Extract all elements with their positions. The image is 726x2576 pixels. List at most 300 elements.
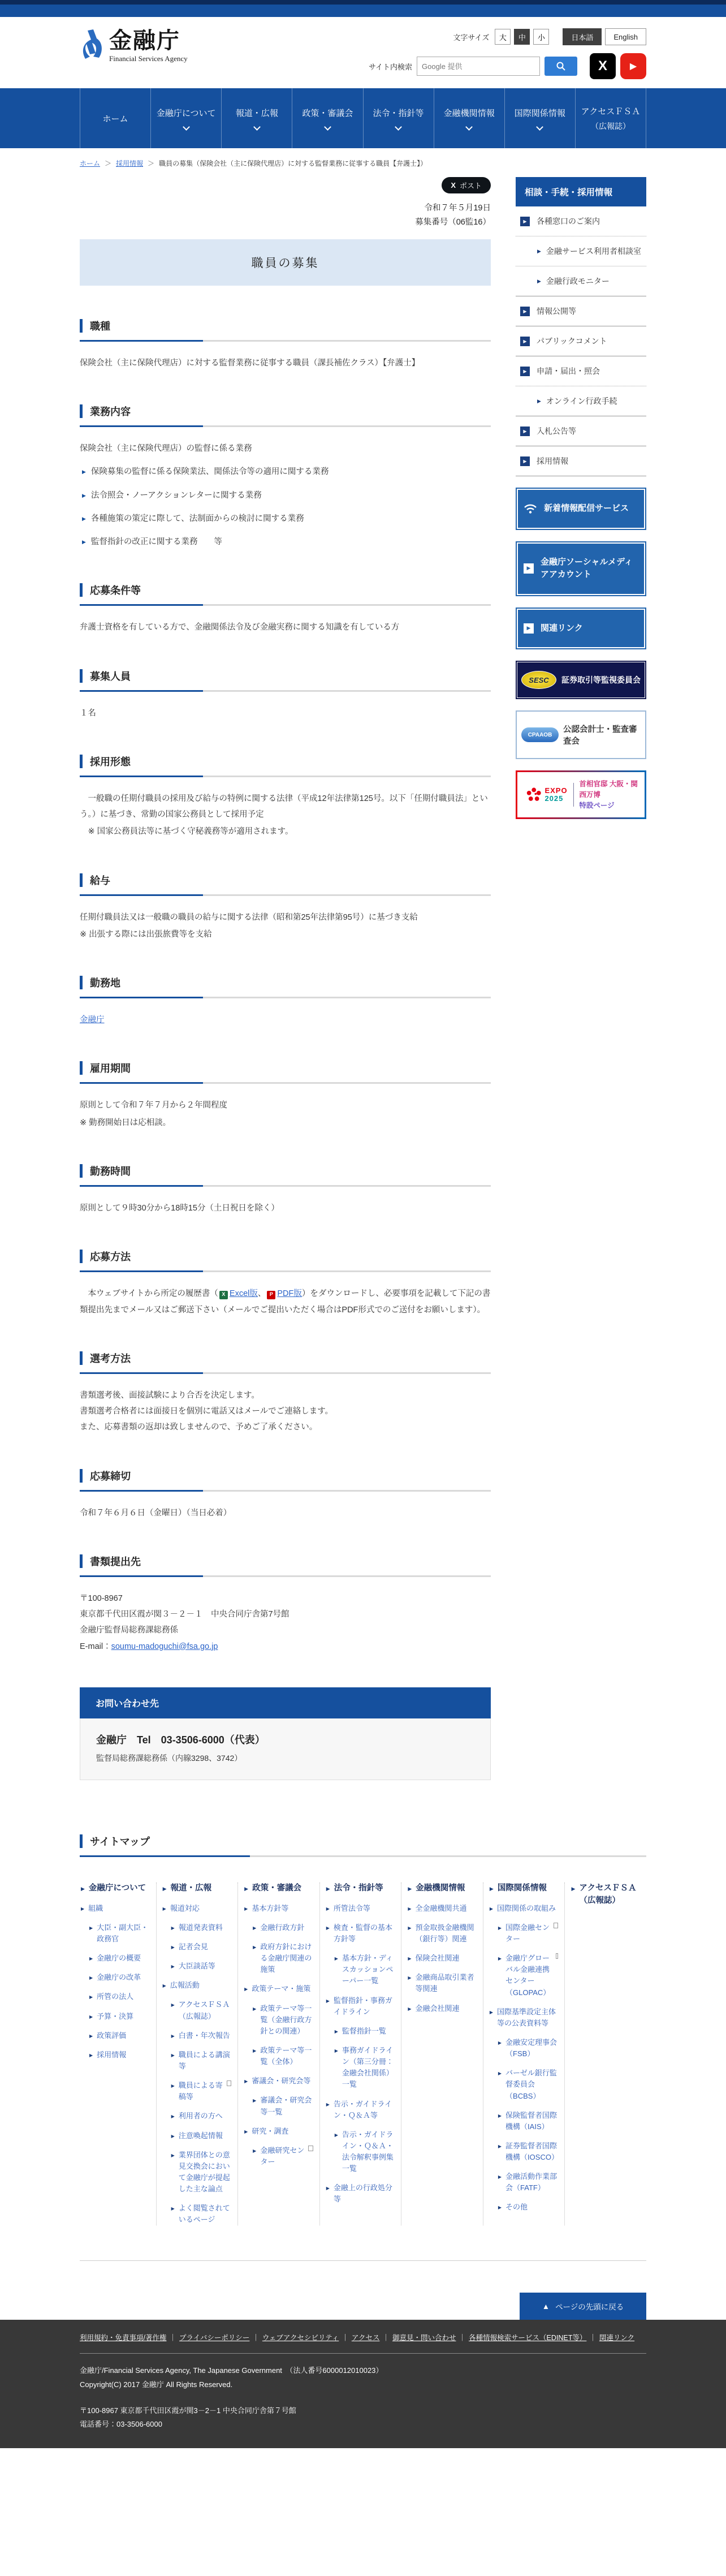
chevron-down-icon [536, 123, 543, 131]
sitemap-link[interactable]: ▶ 事務ガイドライン（第三分冊：金融会社関係）一覧 [326, 2045, 395, 2091]
resume-pdf-link[interactable]: PDF版 [277, 1289, 302, 1299]
arrow-right-icon: ▶ [253, 2006, 257, 2011]
banner-related-links[interactable] [516, 608, 646, 650]
back-to-top-button[interactable] [520, 2293, 646, 2320]
chevron-down-icon [465, 123, 473, 131]
nav-laws-label: 法令・指針等 [373, 109, 424, 118]
footer-org: 金融庁/Financial Services Agency, The Japanese Government （法人番号6000012010023） [80, 2366, 383, 2375]
sitemap-link[interactable]: ▶ 研究・調査 [244, 2126, 313, 2137]
sitemap-link[interactable]: ▶ 審議会・研究会等 [244, 2075, 313, 2087]
sitemap-link[interactable]: ▶ 報道対応 [163, 1903, 232, 1914]
sitemap-heading: サイトマップ [90, 1836, 150, 1847]
banner-news-service[interactable] [516, 488, 646, 530]
sitemap-link[interactable]: ▶ 報道発表資料 [163, 1922, 232, 1933]
arrow-right-icon: ▶ [253, 2098, 257, 2104]
nav-press[interactable] [221, 88, 292, 148]
expo-logo-year: 2025 [544, 794, 564, 803]
arrow-right-icon: ▶ [89, 2014, 93, 2019]
arrow-right-icon: ▶ [171, 2083, 175, 2089]
arrow-right-icon: ▶ [408, 1925, 412, 1931]
sitemap-column-title[interactable]: ▶ 金融機関情報 [408, 1883, 477, 1895]
sitemap-link[interactable]: ▶ 職員による寄稿等 [163, 2080, 232, 2103]
expo-banner-subtext: 特設ページ [579, 801, 615, 809]
section-body: 任期付職員法又は一般職の職員の給与に関する法律（昭和第25年法律第95号）に基づき支給 [80, 912, 418, 922]
sitemap-link[interactable]: ▶ 国際関係の取組み [490, 1903, 559, 1914]
section-title: 募集人員 [90, 670, 131, 682]
external-link-icon [227, 2080, 231, 2086]
heading-bar [80, 1469, 83, 1483]
nav-institutions[interactable] [434, 88, 504, 148]
section-title: 給与 [90, 875, 110, 886]
heading-rule [80, 997, 491, 998]
contact-box [80, 1687, 491, 1780]
sidebar-item-saiyo[interactable] [516, 446, 646, 476]
arrow-right-icon: ▶ [171, 2033, 175, 2039]
x-post-label: ポスト [459, 182, 482, 190]
sidebar-item-online[interactable] [516, 386, 646, 416]
section-selection-process [80, 1351, 491, 1436]
arrow-right-icon: ▶ [489, 1906, 494, 1911]
sidebar-item-label: 採用情報 [537, 456, 568, 466]
section-how-to-apply [80, 1249, 491, 1318]
heading-bar [80, 1250, 83, 1263]
nav-press-label: 報道・広報 [235, 109, 278, 118]
sidebar-item-label: 申請・届出・照会 [537, 367, 600, 376]
arrow-right-icon: ▶ [498, 2040, 502, 2045]
heading-rule [80, 1490, 491, 1492]
sitemap-link[interactable]: ▶ 預金取扱金融機関（銀行等）関連 [408, 1922, 477, 1945]
arrow-right-icon: ▶ [82, 469, 86, 475]
arrow-right-icon: ▶ [171, 2114, 175, 2120]
email-label: E-mail： [80, 1642, 111, 1651]
nav-access-fsa-sublabel: （広報誌） [590, 121, 630, 131]
sitemap-link[interactable]: ▶ 政策テーマ等一覧（金融行政方針との関連） [244, 2003, 313, 2037]
bottom-whitespace [0, 2448, 726, 2576]
sitemap-column-title[interactable]: ▶ 金融庁について [81, 1883, 150, 1895]
section-salary [80, 873, 491, 943]
arrow-right-icon: ▶ [253, 2148, 257, 2153]
nav-institutions-label: 金融機関情報 [443, 109, 495, 118]
excel-file-icon: X [219, 1291, 228, 1299]
section-note: ※ 勤務開始日は応相談。 [80, 1118, 171, 1127]
arrow-right-icon: ▶ [334, 2132, 338, 2138]
apply-text-comma: 、 [257, 1289, 266, 1299]
recruit-number: 募集番号（06監16） [415, 218, 491, 227]
section-title: 勤務時間 [90, 1166, 131, 1177]
banner-label: 関連リンク [541, 623, 583, 633]
nav-international-label: 国際関係情報 [514, 109, 565, 118]
sitemap [80, 1834, 646, 2261]
location-link[interactable]: 金融庁 [80, 1015, 105, 1025]
list-item [80, 488, 491, 503]
sitemap-link[interactable]: ▶ 監督指針一覧 [326, 2026, 395, 2037]
sitemap-link[interactable]: ▶ 保険監督者国際機構（IAIS） [490, 2110, 559, 2133]
sitemap-link[interactable]: ▶ 金融行政方針 [244, 1922, 313, 1933]
sitemap-link[interactable]: ▶ 金融庁の概要 [81, 1953, 150, 1964]
footer-link-feedback[interactable]: 御意見・問い合わせ [392, 2334, 456, 2342]
arrow-right-icon: ▶ [162, 1885, 167, 1892]
breadcrumb-recruit-link[interactable]: 採用情報 [116, 160, 144, 167]
banner-social-media[interactable] [516, 541, 646, 596]
lang-english-button[interactable]: English [605, 28, 646, 45]
chevron-down-icon [183, 123, 190, 131]
sitemap-link[interactable]: ▶ 職員による講演等 [163, 2049, 232, 2072]
arrow-right-icon: ▶ [171, 1925, 175, 1931]
arrow-right-icon: ▶ [520, 367, 530, 376]
section-employment-type [80, 754, 491, 840]
sitemap-column-access-fsa [565, 1883, 646, 2226]
nav-international[interactable] [504, 88, 575, 148]
sitemap-column-title[interactable]: ▶ 報道・広報 [163, 1883, 232, 1895]
section-title: 職種 [90, 320, 110, 332]
list-item [80, 534, 491, 550]
arrow-right-icon: ▶ [520, 427, 530, 436]
section-working-hours [80, 1164, 491, 1216]
x-post-button[interactable] [442, 177, 491, 193]
sidebar-item-nyusatsu[interactable] [516, 416, 646, 446]
banner-expo-2025[interactable] [516, 770, 646, 819]
sitemap-link[interactable]: ▶ 監督指針・事務ガイドライン [326, 1995, 395, 2018]
duties-intro: 保険会社（主に保険代理店）の監督に係る業務 [80, 444, 252, 454]
chevron-down-icon [253, 123, 261, 131]
sitemap-column-policy [238, 1883, 320, 2226]
heading-rule [80, 1082, 491, 1084]
sitemap-link[interactable]: ▶ 検査・監督の基本方針等 [326, 1922, 395, 1945]
arrow-right-icon: ▶ [171, 1944, 175, 1950]
footer-link-related[interactable]: 関連リンク [599, 2334, 635, 2342]
sidebar-item-shinsei[interactable] [516, 356, 646, 386]
arrow-right-icon: ▶ [498, 2071, 502, 2077]
footer-link-terms[interactable]: 利用規約・免責事項/著作権 [80, 2334, 167, 2342]
sitemap-link[interactable]: ▶ よく閲覧されているページ [163, 2203, 232, 2225]
heading-bar [80, 755, 83, 768]
contact-phone: 金融庁 Tel 03-3506-6000（代表） [96, 1734, 265, 1746]
footer-link-accessibility[interactable]: ウェブアクセシビリティ [262, 2334, 339, 2342]
breadcrumb-home-link[interactable]: ホーム [80, 160, 101, 167]
sitemap-link[interactable]: ▶ 政府方針における金融庁関連の施策 [244, 1941, 313, 1975]
section-headcount [80, 669, 491, 721]
external-link-icon [556, 1953, 558, 1959]
arrow-right-icon: ▶ [326, 2101, 330, 2107]
sidebar-item-monitor[interactable] [516, 266, 646, 296]
selection-line: また、応募書類の返却は致しませんので、予めご了承ください。 [80, 1423, 318, 1432]
arrow-right-icon: ▶ [334, 2048, 338, 2053]
section-employment-period [80, 1061, 491, 1131]
sidebar-item-johokokai[interactable] [516, 296, 646, 326]
logo-subtitle: Financial Services Agency [109, 54, 188, 63]
footer-link-edinet[interactable]: 各種情報検索サービス（EDINET等） [469, 2334, 587, 2342]
sitemap-link[interactable]: ▶ 金融庁グローバル金融連携センター（GLOPAC） [490, 1953, 559, 1998]
search-button[interactable] [544, 57, 577, 76]
sidebar-item-madoguchi[interactable] [516, 206, 646, 236]
banner-label: 公認会計士・監査審査会 [563, 725, 637, 746]
sitemap-link[interactable]: ▶ 証券監督者国際機構（IOSCO） [490, 2140, 559, 2163]
sitemap-link[interactable]: ▶ 政策テーマ・施策 [244, 1983, 313, 1995]
sitemap-link[interactable]: ▶ 政策テーマ等一覧（全体） [244, 2045, 313, 2067]
sitemap-link[interactable]: ▶ 金融庁の改革 [81, 1972, 150, 1983]
arrow-right-icon: ▶ [408, 1975, 412, 1981]
sitemap-link[interactable]: ▶ その他 [490, 2202, 559, 2213]
banner-sesc[interactable] [516, 661, 646, 699]
section-job-type [80, 318, 491, 371]
nav-about[interactable] [150, 88, 221, 148]
section-location [80, 975, 491, 1028]
arrow-right-icon: ▶ [171, 2133, 175, 2139]
arrow-right-icon: ▶ [498, 2113, 502, 2118]
arrow-right-icon: ▶ [334, 2028, 338, 2034]
heading-bar [80, 1351, 83, 1365]
arrow-right-icon: ▶ [253, 1944, 257, 1950]
sitemap-link[interactable]: ▶ 金融上の行政処分等 [326, 2182, 395, 2205]
arrow-right-icon: ▶ [408, 1906, 412, 1911]
heading-bar [80, 404, 83, 418]
arrow-right-icon: ▶ [326, 1885, 330, 1892]
sidebar-item-label: 金融サービス利用者相談室 [546, 247, 641, 256]
arrow-right-icon: ▶ [498, 1956, 502, 1962]
sitemap-link[interactable]: ▶ 白書・年次報告 [163, 2030, 232, 2041]
sidebar-item-soudanshitsu[interactable] [516, 236, 646, 266]
nav-policy[interactable] [292, 88, 362, 148]
arrow-right-icon: ▶ [171, 2002, 175, 2008]
font-size-large-button[interactable]: 大 [495, 29, 511, 45]
arrow-right-icon: ▶ [537, 248, 541, 254]
list-item [80, 511, 491, 527]
arrow-right-icon: ▶ [244, 1906, 248, 1911]
x-twitter-icon[interactable]: X [590, 53, 616, 79]
arrow-right-icon: ▶ [89, 1995, 93, 2000]
sitemap-link[interactable]: ▶ 基本方針等 [244, 1903, 313, 1914]
sitemap-link[interactable]: ▶ 採用情報 [81, 2049, 150, 2061]
arrow-right-icon: ▶ [89, 2033, 93, 2039]
arrow-right-icon: ▶ [244, 1885, 249, 1892]
arrow-right-icon: ▶ [520, 307, 530, 316]
sitemap-link[interactable]: ▶ 保険会社関連 [408, 1953, 477, 1964]
email-link[interactable]: soumu-madoguchi@fsa.go.jp [111, 1642, 218, 1651]
lang-japanese-button[interactable]: 日本語 [563, 28, 602, 45]
page-title: 職員の募集 [80, 239, 491, 286]
sitemap-link[interactable]: ▶ 利用者の方へ [163, 2110, 232, 2122]
back-to-top-label: ページの先頭に戻る [555, 2303, 624, 2312]
heading-rule [80, 690, 491, 692]
section-title: 採用形態 [90, 756, 131, 768]
arrow-right-icon: ▶ [408, 2006, 412, 2011]
arrow-right-icon: ▶ [253, 1925, 257, 1931]
sitemap-link[interactable]: ▶ 金融活動作業部会（FATF） [490, 2171, 559, 2194]
heading-bar [80, 1164, 83, 1178]
font-size-label: 文字サイズ [453, 33, 490, 42]
heading-rule [80, 425, 491, 427]
banner-label: 金融庁ソーシャルメディアアカウント [541, 557, 633, 579]
arrow-right-icon: ▶ [520, 337, 530, 346]
arrow-right-icon: ▶ [537, 398, 541, 404]
banner-cpaaob[interactable] [516, 710, 646, 759]
arrow-right-icon: ▶ [89, 1925, 93, 1931]
sitemap-link[interactable]: ▶ 業界団体との意見交換会において金融庁が提起した主な論点 [163, 2149, 232, 2195]
heading-rule [80, 1855, 646, 1857]
section-title: 書類提出先 [90, 1556, 141, 1567]
heading-rule [80, 1185, 491, 1187]
sitemap-column-title[interactable]: ▶ 政策・審議会 [244, 1883, 313, 1895]
search-icon [556, 61, 566, 71]
arrow-right-icon: ▶ [326, 2186, 330, 2191]
sitemap-link[interactable]: ▶ 大臣談話等 [163, 1961, 232, 1972]
sitemap-link[interactable]: ▶ 所管法令等 [326, 1903, 395, 1914]
footer-link-access[interactable]: アクセス [351, 2334, 380, 2342]
arrow-right-icon: ▶ [326, 1906, 330, 1911]
section-body: 原則として９時30分から18時15分（土日祝日を除く） [80, 1204, 279, 1213]
section-title: 選考方法 [90, 1352, 131, 1364]
arrow-up-icon: ▲ [542, 2302, 550, 2311]
department-line: 金融庁監督局総務課総務係 [80, 1626, 178, 1635]
heading-bar [80, 1061, 83, 1075]
sitemap-column-title[interactable]: ▶ アクセスＦＳＡ（広報誌） [571, 1883, 640, 1907]
breadcrumb [80, 158, 646, 168]
breadcrumb-current: 職員の募集（保険会社（主に保険代理店）に対する監督業務に従事する職員【弁護士】） [159, 160, 427, 167]
section-body: 原則として令和７年７月から２年間程度 [80, 1101, 227, 1110]
external-link-icon [308, 2146, 313, 2151]
sidebar-item-public-comment[interactable] [516, 326, 646, 356]
heading-rule [80, 604, 491, 606]
footer-links [80, 2331, 646, 2345]
section-duties [80, 404, 491, 550]
site-search-input[interactable] [417, 57, 540, 76]
sitemap-link[interactable]: ▶ アクセスＦＳＡ（広報誌） [163, 1999, 232, 2022]
pdf-file-icon: P [267, 1291, 275, 1299]
sitemap-link[interactable]: ▶ バーゼル銀行監督委員会（BCBS） [490, 2067, 559, 2101]
postal-code: 〒100-8967 [80, 1593, 123, 1603]
arrow-right-icon: ▶ [171, 2052, 175, 2058]
sitemap-link[interactable]: ▶ 広報活動 [163, 1980, 232, 1991]
sitemap-link[interactable]: ▶ 記者会見 [163, 1941, 232, 1953]
heading-bar [80, 873, 83, 887]
arrow-right-icon: ▶ [571, 1885, 576, 1892]
arrow-right-icon: ▶ [162, 1906, 166, 1911]
section-note: ※ 出張する際には出張旅費等を支給 [80, 929, 212, 939]
section-title: 勤務地 [90, 977, 120, 989]
section-note: ※ 国家公務員法等に基づく守秘義務等が適用されます。 [80, 827, 293, 837]
arrow-right-icon: ▶ [498, 2143, 502, 2149]
fsa-logo[interactable] [80, 28, 188, 79]
arrow-right-icon: ▶ [408, 1956, 412, 1962]
duty-item: 保険募集の監督に係る保険業法、関係法令等の適用に関する業務 [90, 467, 329, 477]
arrow-right-icon: ▶ [82, 515, 86, 522]
nav-home-label: ホーム [102, 114, 128, 124]
top-accent-strip [0, 0, 726, 5]
top-blue-strip [0, 5, 726, 17]
sitemap-column-title[interactable]: ▶ 法令・指針等 [326, 1883, 395, 1895]
arrow-right-icon: ▶ [489, 2009, 494, 2015]
sitemap-link[interactable]: ▶ 金融研究センター [244, 2145, 313, 2168]
wifi-icon [524, 503, 537, 514]
heading-rule [80, 1372, 491, 1374]
external-link-icon [554, 1923, 558, 1928]
site-search-label: サイト内検索 [368, 62, 412, 71]
site-header [0, 17, 726, 88]
nav-access-fsa[interactable] [575, 88, 646, 148]
sesc-logo: SESC [521, 671, 556, 689]
footer-address: 〒100-8967 東京都千代田区霞が関3－2－1 中央合同庁舎第７号館 [80, 2406, 296, 2415]
font-size-small-button[interactable]: 小 [533, 29, 549, 45]
sitemap-column-title[interactable]: ▶ 国際関係情報 [490, 1883, 559, 1895]
sitemap-link[interactable]: ▶ 金融安定理事会（FSB） [490, 2037, 559, 2060]
section-submission-address [80, 1554, 491, 1655]
heading-bar [80, 319, 83, 333]
sitemap-link[interactable]: ▶ 審議会・研究会等一覧 [244, 2095, 313, 2117]
arrow-right-icon: ▶ [82, 539, 86, 545]
nav-laws[interactable] [363, 88, 434, 148]
sitemap-link[interactable]: ▶ 注意喚起情報 [163, 2130, 232, 2142]
heading-rule [80, 894, 491, 896]
font-size-medium-button[interactable]: 中 [514, 29, 530, 45]
heading-rule [80, 1270, 491, 1272]
arrow-right-icon: ▶ [326, 1998, 330, 2004]
sitemap-link[interactable]: ▶ 金融商品取引業者等関連 [408, 1972, 477, 1995]
contact-department: 監督局総務課総務係（内線3298、3742） [96, 1753, 243, 1763]
heading-rule [80, 340, 491, 342]
duty-item: 各種施策の策定に際して、法制面からの検討に関する業務 [90, 514, 304, 523]
arrow-right-icon: ▶ [89, 1956, 93, 1962]
arrow-right-icon: ▶ [89, 2052, 93, 2058]
apply-text-pre: 本ウェブサイトから所定の履歴書（ [80, 1289, 218, 1299]
sitemap-link[interactable]: ▶ 組織 [81, 1903, 150, 1914]
cpaaob-logo: CPAAOB [521, 727, 559, 742]
section-body: 令和７年６月６日（金曜日）（当日必着） [80, 1508, 232, 1518]
divider [573, 783, 574, 807]
sidebar-item-label: 金融行政モニター [546, 277, 610, 286]
arrow-right-icon: ▶ [81, 1906, 85, 1911]
section-body: １名 [80, 708, 96, 718]
sitemap-link[interactable]: ▶ 告示・ガイドライン・Ｑ＆Ａ・法令解釈事例集一覧 [326, 2129, 395, 2175]
section-body: 弁護士資格を有している方で、金融関係法令及び金融実務に関する知識を有している方 [80, 623, 400, 632]
footer-link-privacy[interactable]: プライバシーポリシー [179, 2334, 250, 2342]
sitemap-link[interactable]: ▶ 予算・決算 [81, 2011, 150, 2022]
sitemap-column-about [80, 1883, 157, 2226]
arrow-right-icon: ▶ [520, 456, 530, 466]
sitemap-link[interactable]: ▶ 告示・ガイドライン・Ｑ＆Ａ等 [326, 2099, 395, 2121]
address-line: 東京都千代田区霞が関３－２－１ 中央合同庁舎第7号館 [80, 1610, 289, 1619]
arrow-right-icon: ▶ [162, 1983, 166, 1989]
sidebar-item-label: オンライン行政手続 [546, 397, 617, 406]
main-content [80, 174, 491, 1780]
sidebar-header: 相談・手続・採用情報 [516, 177, 646, 206]
heading-bar [80, 1554, 83, 1568]
sitemap-link[interactable]: ▶ 政策評価 [81, 2030, 150, 2041]
arrow-right-icon: ▶ [524, 563, 534, 574]
heading-bar [80, 976, 83, 989]
breadcrumb-separator: ＞ [148, 160, 155, 167]
main-nav [0, 88, 726, 148]
arrow-right-icon: ▶ [89, 1975, 93, 1981]
footer-copyright: Copyright(C) 2017 金融庁 All Rights Reserved. [80, 2380, 233, 2389]
sitemap-link[interactable]: ▶ 所管の法人 [81, 1991, 150, 2002]
section-body: 保険会社（主に保険代理店）に対する監督業務に従事する職員（課長補佐クラス）【弁護士】 [80, 358, 420, 368]
site-footer [0, 2320, 726, 2448]
sitemap-link[interactable]: ▶ 国際金融センター [490, 1922, 559, 1945]
resume-excel-link[interactable]: Excel版 [229, 1289, 258, 1299]
nav-access-fsa-label: アクセスＦＳＡ [581, 106, 641, 117]
sitemap-link[interactable]: ▶ 全金融機関共通 [408, 1903, 477, 1914]
youtube-icon[interactable]: ▶ [620, 53, 646, 79]
duty-item: 法令照会・ノーアクションレターに関する業務 [90, 490, 262, 500]
expo-logo-text: EXPO [544, 786, 568, 795]
sitemap-link[interactable]: ▶ 国際基準設定主体等の公表資料等 [490, 2006, 559, 2029]
arrow-right-icon: ▶ [244, 2129, 248, 2134]
sitemap-link[interactable]: ▶ 大臣・副大臣・政務官 [81, 1922, 150, 1945]
arrow-right-icon: ▶ [253, 2048, 257, 2053]
sitemap-link[interactable]: ▶ 基本方針・ディスカッションペーパー一覧 [326, 1953, 395, 1987]
nav-home[interactable] [80, 88, 150, 148]
sitemap-link[interactable]: ▶ 金融会社関連 [408, 2003, 477, 2014]
